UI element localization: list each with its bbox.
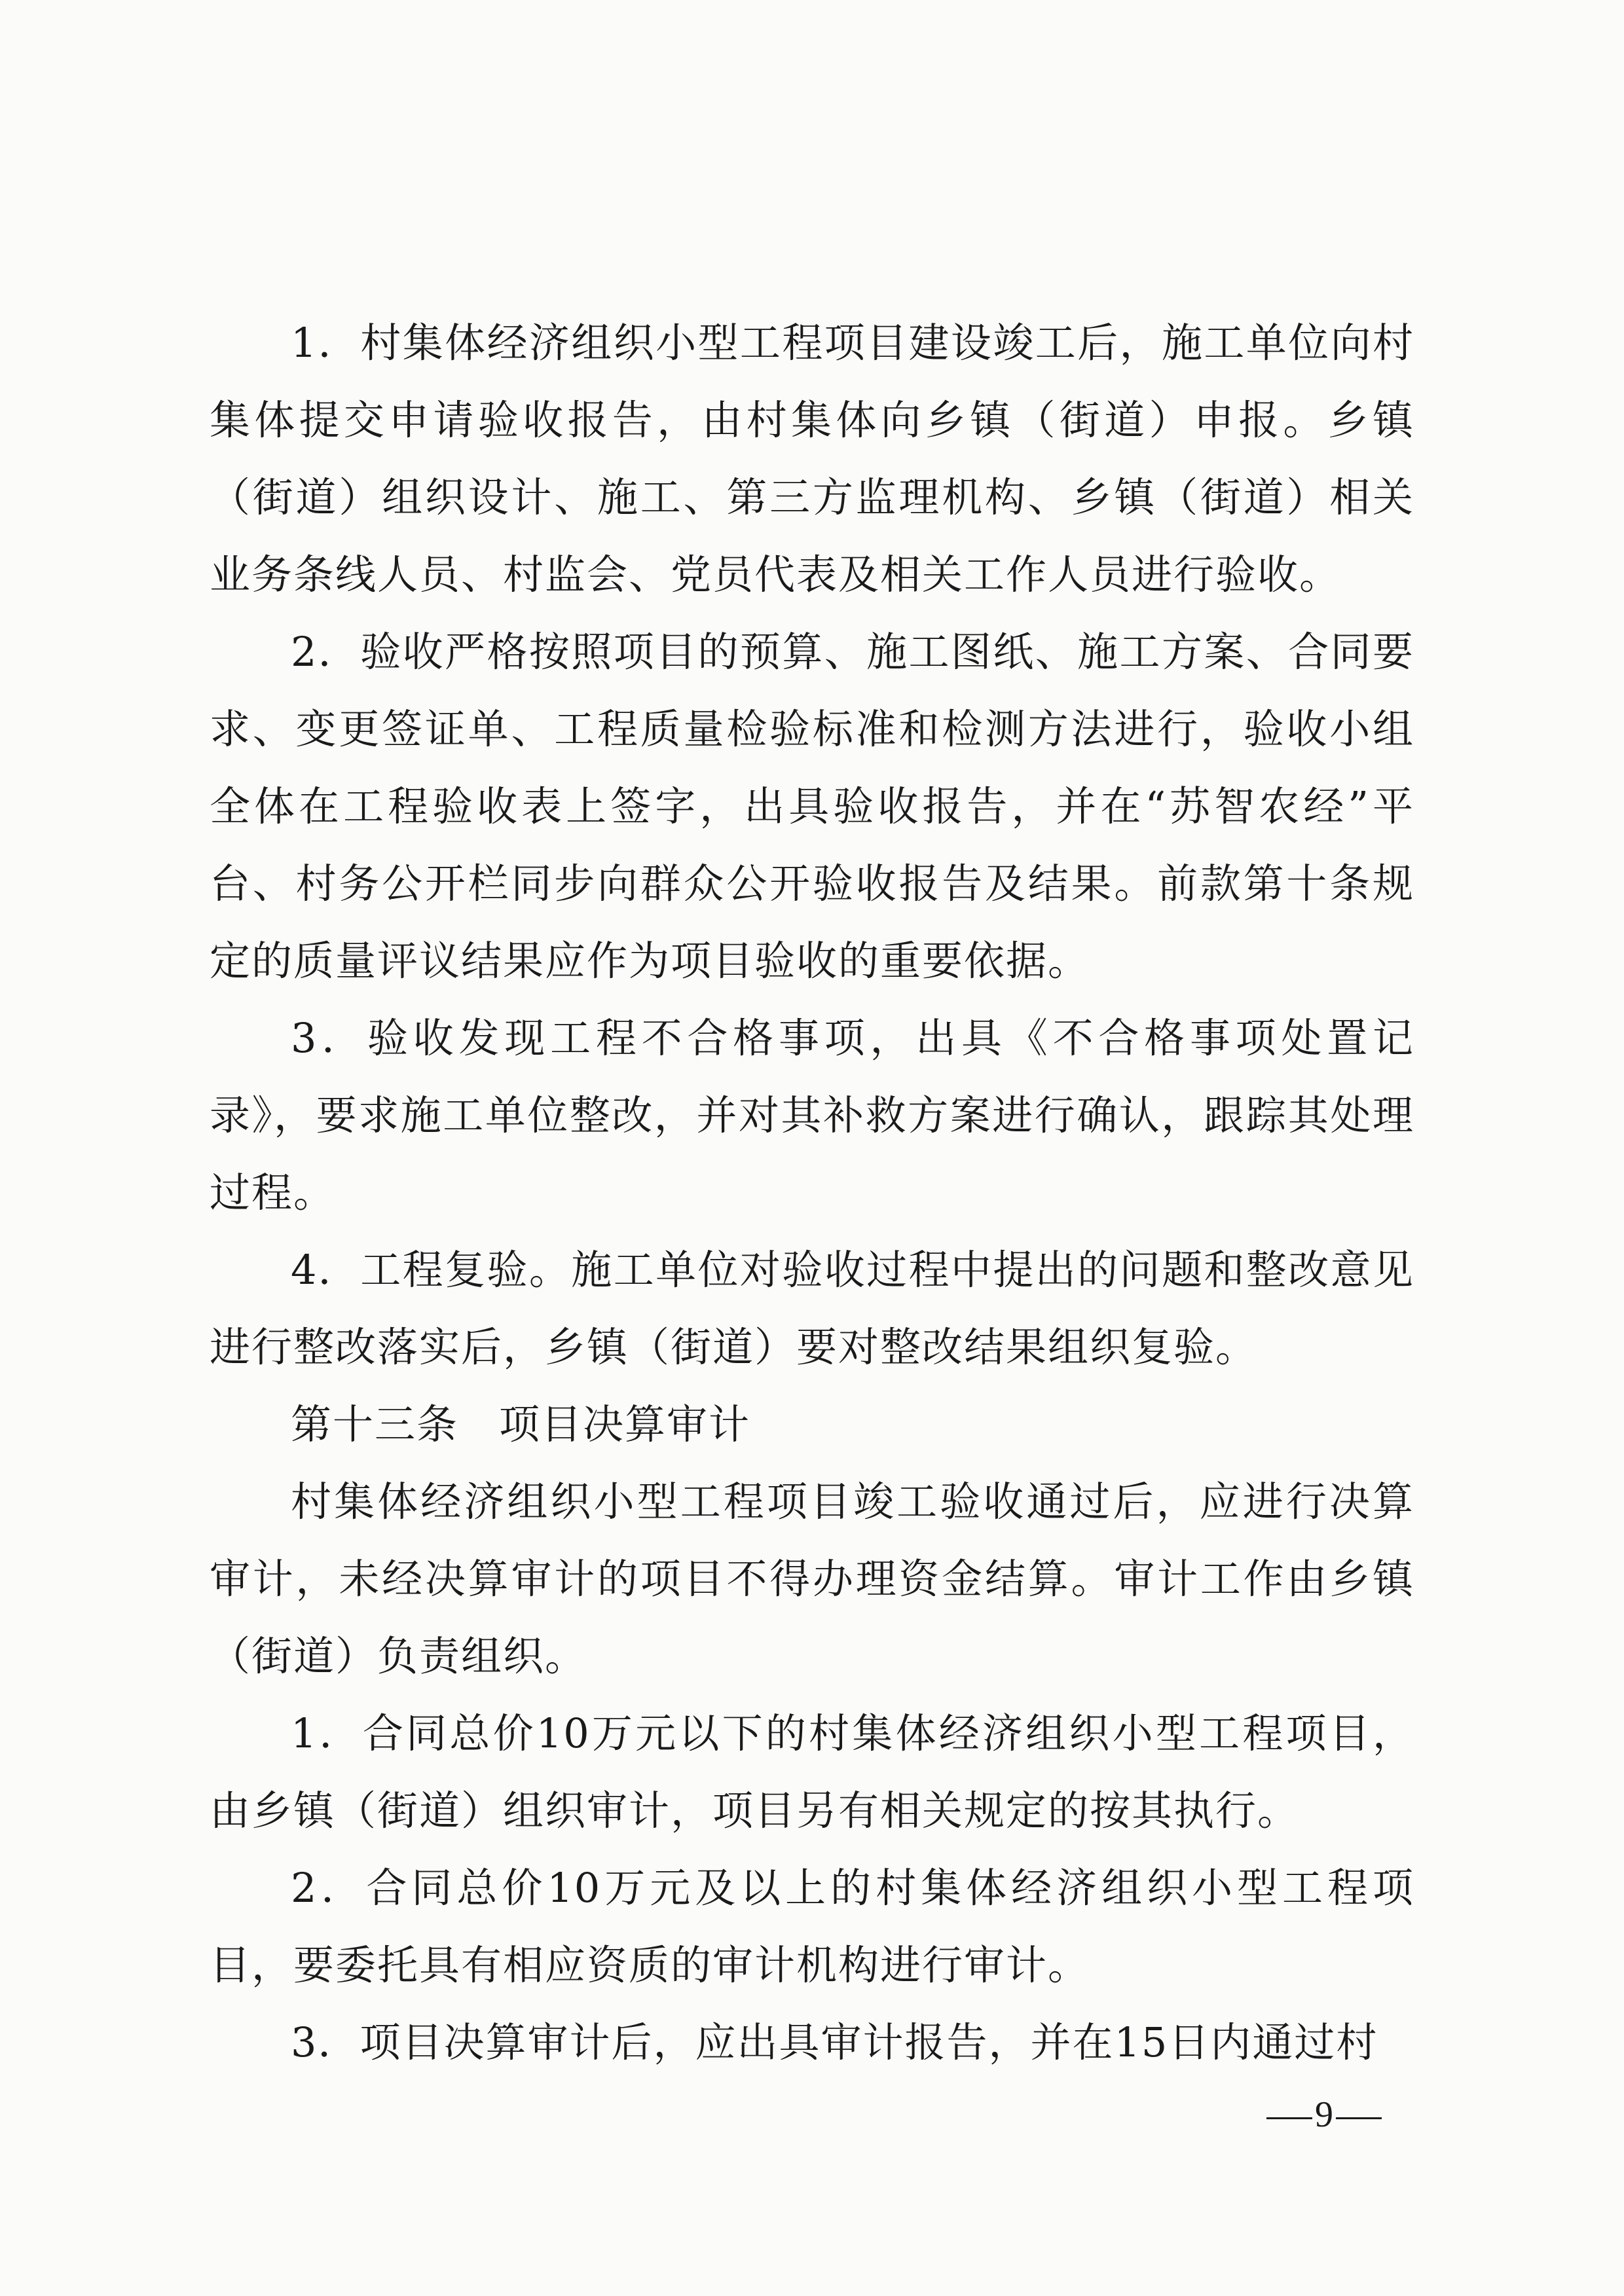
- page-number-dash-right: [1336, 2117, 1382, 2119]
- paragraph-acceptance-1: 1．村集体经济组织小型工程项目建设竣工后，施工单位向村集体提交申请验收报告，由村集体向乡镇（街道）申报。乡镇（街道）组织设计、施工、第三方监理机构、乡镇（街道）相关业务条线人员、村监会、党员代表及相关工作人员进行验收。: [210, 319, 1414, 598]
- page-number-dash-left: [1266, 2117, 1312, 2119]
- article-number: 第十三条: [291, 1400, 459, 1448]
- article-heading: [210, 1386, 1414, 1463]
- page-number-value: 9: [1315, 2094, 1333, 2135]
- paragraph-acceptance-2: 2．验收严格按照项目的预算、施工图纸、施工方案、合同要求、变更签证单、工程质量检验标准和检测方法进行，验收小组全体在工程验收表上签字，出具验收报告，并在“苏智农经”平台、村务公开栏同步向群众公开验收报告及结果。前款第十条规定的质量评议结果应作为项目验收的重要依据。: [210, 628, 1414, 985]
- paragraph-audit-intro: 村集体经济组织小型工程项目竣工验收通过后，应进行决算审计，未经决算审计的项目不得办理资金结算。审计工作由乡镇（街道）负责组织。: [210, 1478, 1414, 1680]
- article-title: 项目决算审计: [499, 1400, 751, 1448]
- paragraph-acceptance-4: 4．工程复验。施工单位对验收过程中提出的问题和整改意见进行整改落实后，乡镇（街道）要对整改结果组织复验。: [210, 1246, 1414, 1371]
- page-number: [1264, 2092, 1384, 2138]
- paragraph-audit-2: 2．合同总价10万元及以上的村集体经济组织小型工程项目，要委托具有相应资质的审计机构进行审计。: [210, 1864, 1414, 1989]
- document-body: [210, 304, 1414, 2081]
- paragraph-audit-3: 3．项目决算审计后，应出具审计报告，并在15日内通过村: [291, 2018, 1378, 2066]
- paragraph-audit-1: 1．合同总价10万元以下的村集体经济组织小型工程项目，由乡镇（街道）组织审计，项目另有相关规定的按其执行。: [210, 1709, 1414, 1834]
- paragraph-acceptance-3: 3．验收发现工程不合格事项，出具《不合格事项处置记录》，要求施工单位整改，并对其补救方案进行确认，跟踪其处理过程。: [210, 1014, 1414, 1216]
